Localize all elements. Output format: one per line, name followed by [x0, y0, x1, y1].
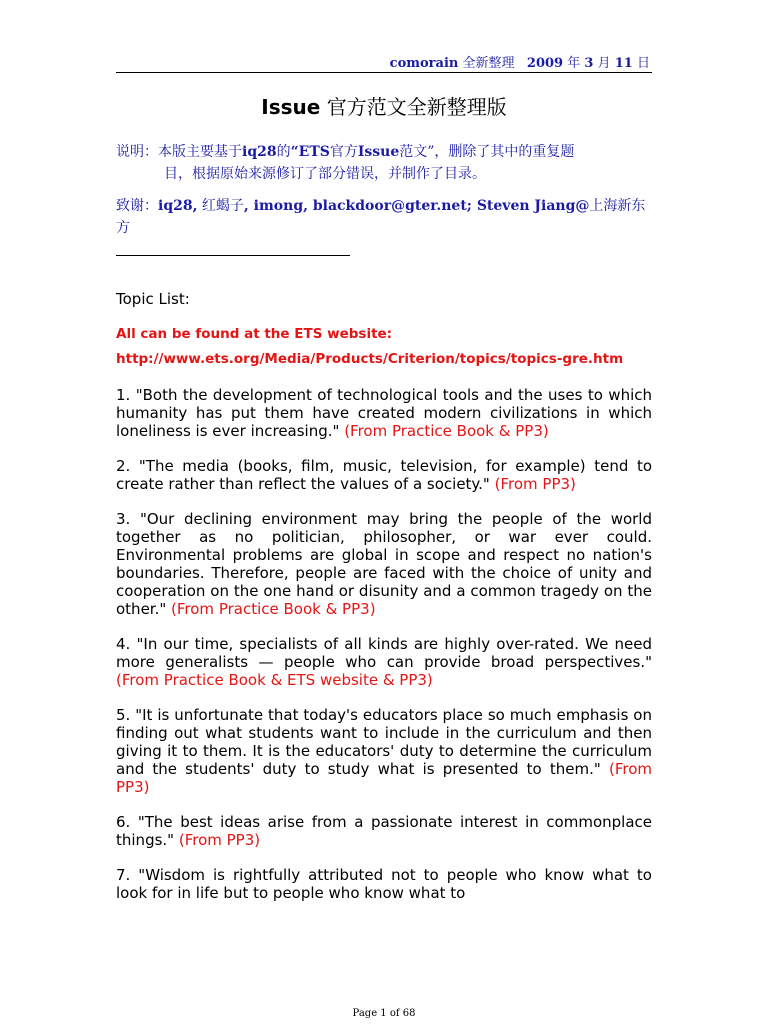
topic-item — [116, 635, 652, 689]
explanation-text-g: 范文”，删除了其中的重复题 — [399, 144, 575, 160]
topic-item — [116, 386, 652, 440]
topic-item — [116, 510, 652, 618]
topic-item — [116, 706, 652, 796]
explanation-text-b: iq28 — [242, 144, 277, 160]
divider-line — [116, 255, 350, 256]
topic-item — [116, 813, 652, 849]
explanation-text-a: 说明：本版主要基于 — [116, 144, 242, 160]
ets-url-link[interactable]: http://www.ets.org/Media/Products/Criterion/topics/topics-gre.htm — [116, 351, 624, 367]
ets-note: All can be found at the ETS website: — [116, 326, 393, 342]
topic-list-heading: Topic List: — [116, 290, 190, 308]
header-month: 3 — [584, 56, 594, 71]
page-footer: Page 1 of 68 — [352, 1008, 416, 1019]
thanks-names2: , imong, blackdoor@gter.net; Steven Jiang@ — [243, 198, 590, 214]
topic-source: (From PP3) — [116, 760, 652, 796]
document-header — [390, 52, 650, 71]
topic-text: 6. "The best ideas arise from a passionate interest in commonplace things." — [116, 813, 652, 849]
explanation-text-d: “ETS — [290, 144, 330, 160]
header-month-unit: 月 — [597, 56, 611, 71]
topic-text: 7. "Wisdom is rightfully attributed not to people who know what to look for in life but to people who know what to — [116, 866, 652, 902]
topic-source: (From Practice Book & ETS website & PP3) — [116, 671, 433, 689]
topic-source: (From PP3) — [494, 475, 576, 493]
thanks-name2: 红蝎子 — [201, 198, 244, 214]
explanation-line2: 目，根据原始来源修订了部分错误，并制作了目录。 — [164, 166, 486, 182]
header-year: 2009 — [526, 56, 564, 71]
topic-text: 3. "Our declining environment may bring the people of the world together as no politician, philosopher, or war ever could. Environmental problems are global in scope and respect no nation's boundaries. Therefore, people are faced with the choice of unity and cooperation on the one hand or disunity and a common tragedy on the other." — [116, 510, 652, 618]
topic-item — [116, 866, 652, 902]
explanation-note — [116, 141, 656, 185]
explanation-text-e: 官方 — [329, 144, 358, 160]
thanks-names: iq28, — [158, 198, 198, 214]
header-rule — [116, 72, 652, 73]
topic-source: (From PP3) — [178, 831, 261, 849]
title-prefix: Issue — [261, 95, 321, 119]
topic-text: 1. "Both the development of technological tools and the uses to which humanity has put them have created modern civilizations in which loneliness is ever increasing." — [116, 386, 652, 440]
header-day-unit: 日 — [636, 56, 650, 71]
topic-text: 2. "The media (books, film, music, television, for example) tend to create rather than reflect the values of a society." — [116, 457, 652, 493]
topic-item — [116, 457, 652, 493]
topic-source: (From Practice Book & PP3) — [171, 600, 376, 618]
topic-text: 4. "In our time, specialists of all kinds are highly over-rated. We need more generalists — people who can provide broad perspectives." — [116, 635, 652, 671]
explanation-text-c: 的 — [276, 144, 291, 160]
header-brand: comorain — [389, 56, 459, 71]
topic-source: (From Practice Book & PP3) — [344, 422, 549, 440]
title-text: 官方范文全新整理版 — [326, 95, 507, 119]
thanks-place: 上海新东方 — [116, 198, 646, 236]
page-title — [0, 94, 768, 120]
explanation-text-f: Issue — [357, 144, 400, 160]
topic-text: 5. "It is unfortunate that today's educators place so much emphasis on finding out what students want to include in the curriculum and then giving it to them. It is the educators' duty to determine the curriculum and the students' duty to study what is presented to them." — [116, 706, 652, 778]
thanks-label: 致谢： — [116, 198, 158, 214]
thanks-note — [116, 195, 646, 239]
header-day: 11 — [614, 56, 633, 71]
header-brand-suffix: 全新整理 — [462, 56, 515, 71]
topic-list — [116, 386, 652, 919]
header-year-unit: 年 — [567, 56, 581, 71]
